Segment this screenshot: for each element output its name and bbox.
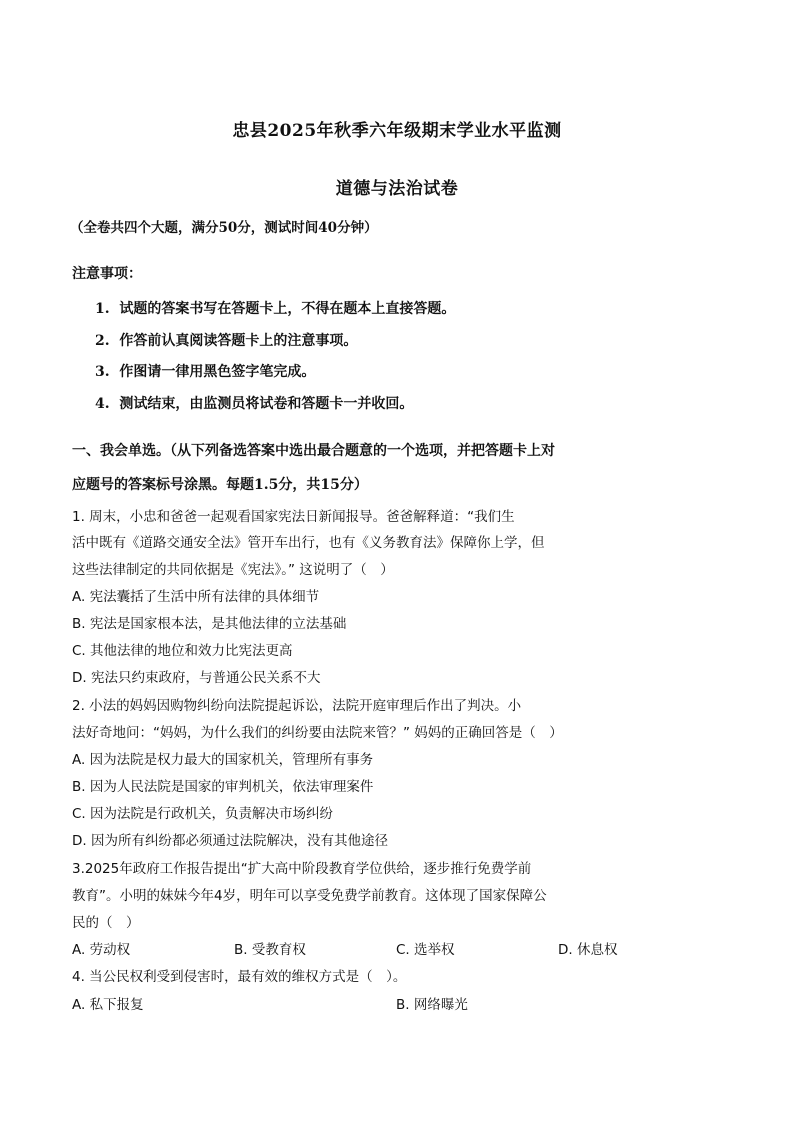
option-b: B. 宪法是国家根本法，是其他法律的立法基础 [72, 616, 347, 632]
notice-item-number: 4. [95, 396, 110, 412]
option-d: D. 因为所有纠纷都必须通过法院解决，没有其他途径 [72, 833, 388, 849]
option-c: C. 因为法院是行政机关，负责解决市场纠纷 [72, 806, 334, 822]
question-stem-line: 2. 小法的妈妈因购物纠纷向法院提起诉讼，法院开庭审理后作出了判决。小 [72, 698, 522, 714]
notice-item-text: 试题的答案书写在答题卡上，不得在题本上直接答题。 [119, 301, 456, 317]
question-stem-line: 1. 周末，小忠和爸爸一起观看国家宪法日新闻报导。爸爸解释道：“我们生 [72, 509, 515, 525]
notice-item [95, 393, 413, 413]
option-b: B. 网络曝光 [396, 997, 468, 1013]
option-d: D. 休息权 [558, 942, 618, 958]
option-d: D. 宪法只约束政府，与普通公民关系不大 [72, 670, 321, 686]
notice-item-number: 2. [95, 333, 110, 349]
exam-note: （全卷共四个大题，满分50分，测试时间40分钟） [70, 220, 378, 236]
exam-subtitle: 道德与法治试卷 [335, 179, 459, 199]
notice-item [95, 361, 315, 381]
question-stem-line: 活中既有《道路交通安全法》管开车出行，也有《义务教育法》保障你上学，但 [72, 535, 545, 551]
question-stem-line: 3.2025年政府工作报告提出“扩大高中阶段教育学位供给，逐步推行免费学前 [72, 861, 532, 877]
section-heading-line2: 应题号的答案标号涂黑。每题1.5分，共15分） [72, 477, 368, 493]
question-stem-line: 民的（ ） [72, 915, 140, 931]
notice-item [95, 298, 455, 318]
option-a: A. 劳动权 [72, 942, 131, 958]
notice-item [95, 330, 357, 350]
option-a: A. 宪法囊括了生活中所有法律的具体细节 [72, 589, 320, 605]
option-c: C. 其他法律的地位和效力比宪法更高 [72, 643, 293, 659]
question-stem-line: 4. 当公民权利受到侵害时，最有效的维权方式是（ ）。 [72, 969, 407, 985]
option-b: B. 受教育权 [234, 942, 306, 958]
question-stem-line: 这些法律制定的共同依据是《宪法》。” 这说明了（ ） [72, 562, 394, 578]
notice-heading: 注意事项： [72, 266, 142, 282]
option-a: A. 因为法院是权力最大的国家机关，管理所有事务 [72, 752, 374, 768]
notice-item-number: 3. [95, 364, 110, 380]
option-a: A. 私下报复 [72, 997, 144, 1013]
notice-item-text: 作图请一律用黑色签字笔完成。 [119, 364, 316, 380]
question-stem-line: 教育”。小明的妹妹今年4岁，明年可以享受免费学前教育。这体现了国家保障公 [72, 888, 547, 904]
notice-item-number: 1. [95, 301, 110, 317]
section-heading-line1: 一、我会单选。（从下列备选答案中选出最合题意的一个选项，并把答题卡上对 [72, 443, 555, 459]
option-b: B. 因为人民法院是国家的审判机关，依法审理案件 [72, 779, 374, 795]
exam-title: 忠县2025年秋季六年级期末学业水平监测 [232, 121, 562, 141]
option-c: C. 选举权 [396, 942, 455, 958]
notice-item-text: 测试结束，由监测员将试卷和答题卡一并收回。 [119, 396, 414, 412]
question-stem-line: 法好奇地问：“妈妈，为什么我们的纠纷要由法院来管？” 妈妈的正确回答是（ ） [72, 725, 563, 741]
notice-item-text: 作答前认真阅读答题卡上的注意事项。 [119, 333, 358, 349]
